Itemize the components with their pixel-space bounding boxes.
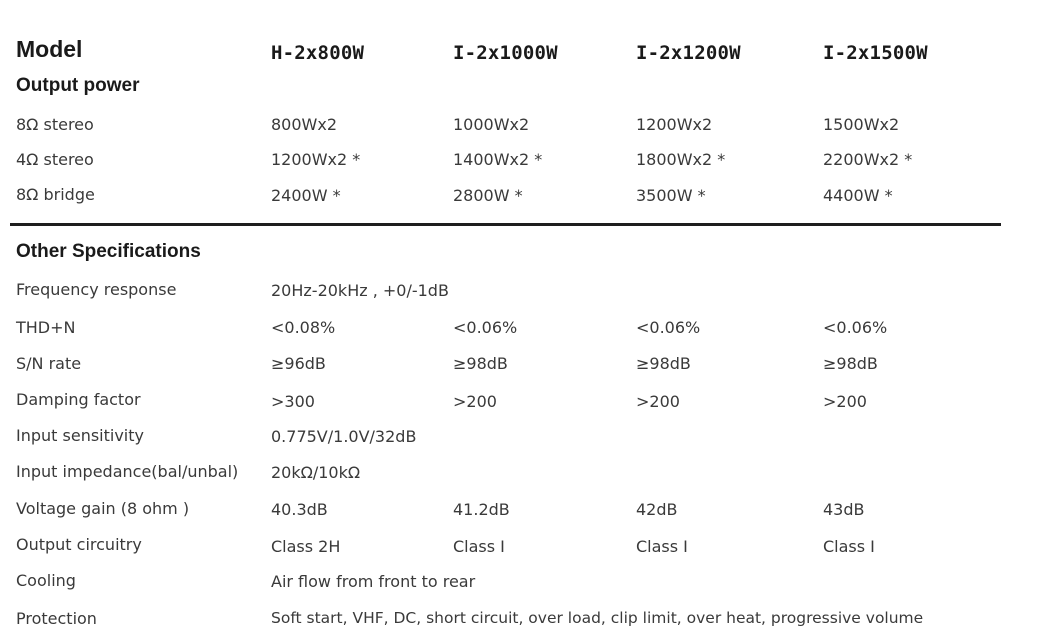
- row-label-damping-factor: Damping factor: [16, 390, 141, 409]
- cell: ≥98dB: [823, 354, 878, 373]
- row-label-4ohm-stereo: 4Ω stereo: [16, 150, 94, 169]
- cell: 1500Wx2: [823, 115, 900, 134]
- cell: 1400Wx2 *: [453, 150, 543, 169]
- cell: 1200Wx2 *: [271, 150, 361, 169]
- row-label-sn-rate: S/N rate: [16, 354, 82, 373]
- cell: Air flow from front to rear: [271, 572, 476, 591]
- cell: 4400W *: [823, 186, 893, 205]
- cell: >200: [823, 392, 867, 411]
- cell: 2200Wx2 *: [823, 150, 913, 169]
- row-label-protection: Protection: [16, 609, 97, 628]
- model-heading: Model: [16, 36, 83, 62]
- output-power-title: Output power: [16, 75, 140, 96]
- cell: <0.06%: [823, 318, 888, 337]
- row-label-8ohm-bridge: 8Ω bridge: [16, 185, 95, 204]
- section-divider: [10, 223, 1001, 226]
- cell: <0.08%: [271, 318, 336, 337]
- cell: >200: [453, 392, 497, 411]
- model-name-4: I-2x1500W: [823, 42, 928, 64]
- row-label-frequency-response: Frequency response: [16, 280, 177, 299]
- cell: ≥98dB: [636, 354, 691, 373]
- cell: 1000Wx2: [453, 115, 530, 134]
- cell: 3500W *: [636, 186, 706, 205]
- model-name-1: H-2x800W: [271, 42, 365, 64]
- cell: 1200Wx2: [636, 115, 713, 134]
- row-label-voltage-gain: Voltage gain (8 ohm ): [16, 499, 190, 518]
- model-name-2: I-2x1000W: [453, 42, 558, 64]
- cell: 2400W *: [271, 186, 341, 205]
- cell: 20Hz-20kHz , +0/-1dB: [271, 281, 449, 300]
- cell: <0.06%: [636, 318, 701, 337]
- cell: Class I: [823, 537, 875, 556]
- cell: 40.3dB: [271, 500, 328, 519]
- cell: 42dB: [636, 500, 678, 519]
- row-label-input-sensitivity: Input sensitivity: [16, 426, 144, 445]
- cell: ≥96dB: [271, 354, 326, 373]
- cell: 800Wx2: [271, 115, 338, 134]
- cell: Class 2H: [271, 537, 341, 556]
- row-label-thd: THD+N: [16, 318, 76, 337]
- cell: 1800Wx2 *: [636, 150, 726, 169]
- cell: 41.2dB: [453, 500, 510, 519]
- row-label-cooling: Cooling: [16, 571, 76, 590]
- cell: >300: [271, 392, 315, 411]
- other-specs-title: Other Specifications: [16, 241, 201, 262]
- row-label-input-impedance: Input impedance(bal/unbal): [16, 462, 239, 481]
- cell: <0.06%: [453, 318, 518, 337]
- cell: ≥98dB: [453, 354, 508, 373]
- cell: 2800W *: [453, 186, 523, 205]
- cell: Class I: [636, 537, 688, 556]
- model-name-3: I-2x1200W: [636, 42, 741, 64]
- cell: Class I: [453, 537, 505, 556]
- cell: 20kΩ/10kΩ: [271, 463, 361, 482]
- cell: 43dB: [823, 500, 865, 519]
- cell: >200: [636, 392, 680, 411]
- cell: 0.775V/1.0V/32dB: [271, 427, 417, 446]
- cell: Soft start, VHF, DC, short circuit, over load, clip limit, over heat, progressive volume: [271, 609, 924, 627]
- row-label-8ohm-stereo: 8Ω stereo: [16, 115, 94, 134]
- row-label-output-circuitry: Output circuitry: [16, 535, 142, 554]
